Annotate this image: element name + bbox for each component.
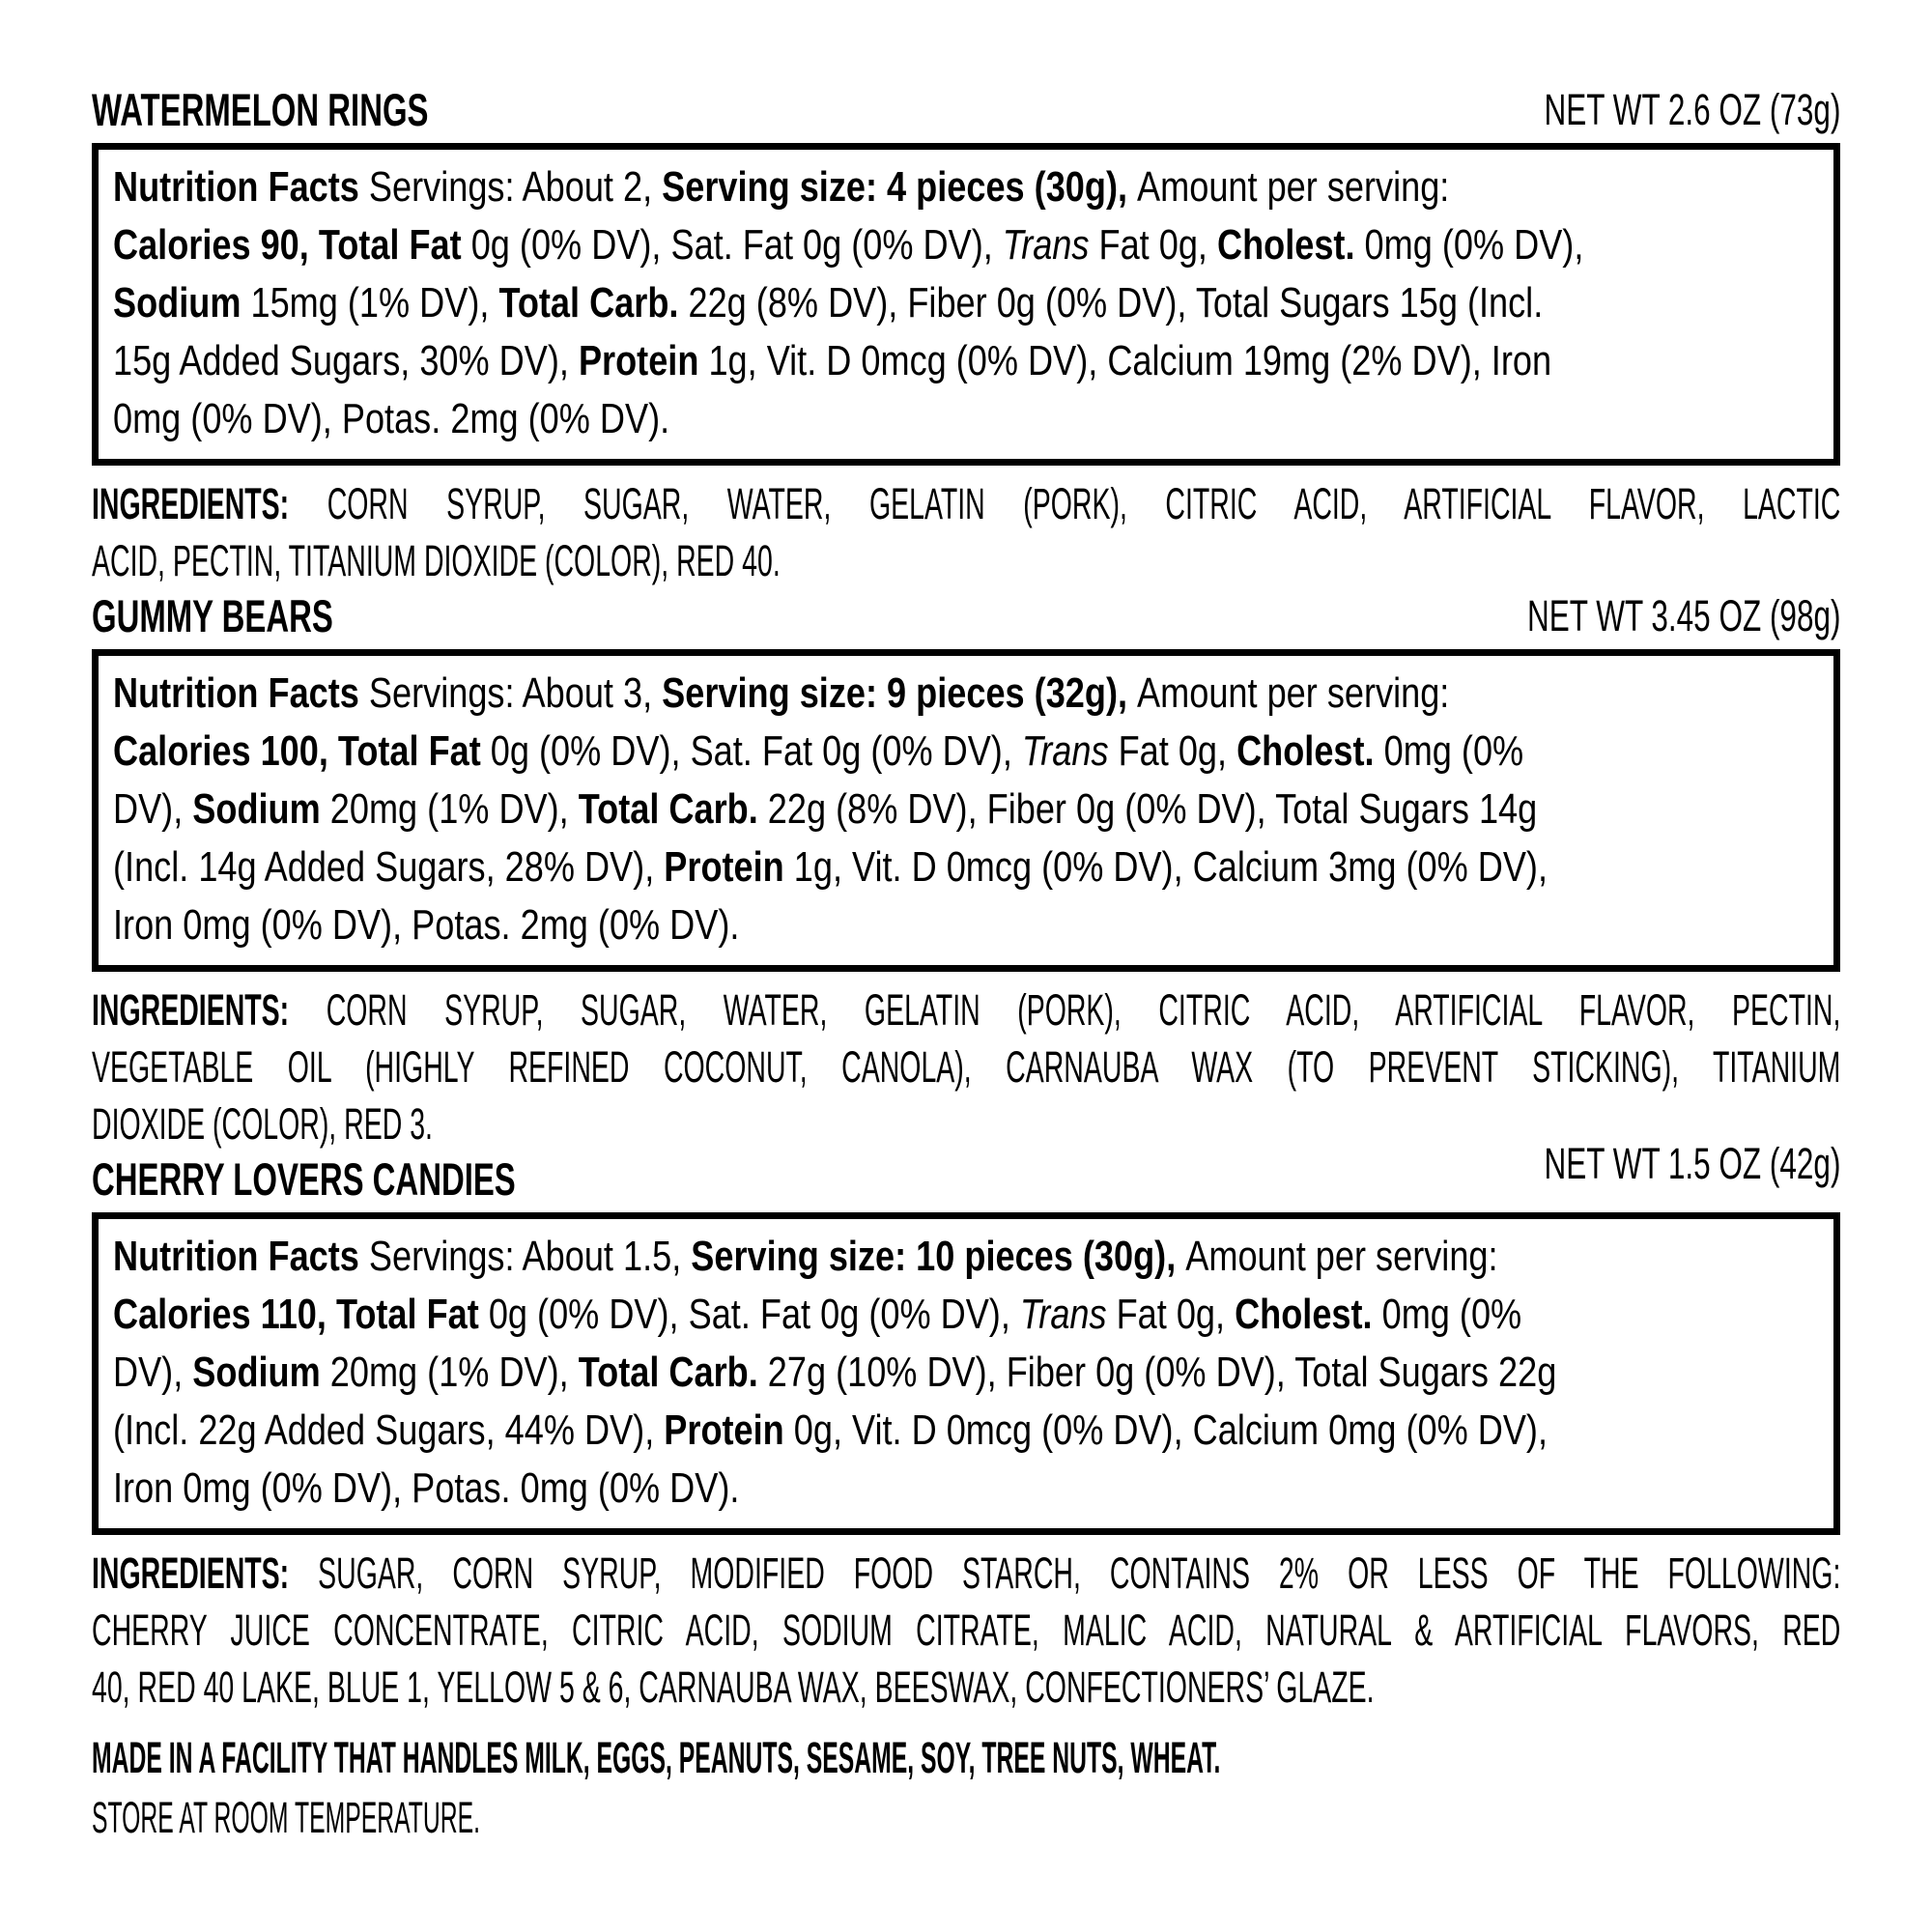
italic-segment: Trans (1021, 727, 1119, 775)
storage-note: STORE AT ROOM TEMPERATURE. (92, 1793, 481, 1842)
bold-segment: Sodium (192, 1349, 330, 1396)
text-line (113, 896, 1818, 954)
net-weight: NET WT 2.6 OZ (73g) (1544, 85, 1840, 134)
text-segment: DV), (113, 785, 193, 833)
ingredients-text (92, 475, 1840, 589)
text-segment: (Incl. 22g Added Sugars, 44% DV), (113, 1406, 665, 1454)
product-title: WATERMELON RINGS (92, 84, 429, 135)
text-line (113, 332, 1818, 390)
text-segment: Iron 0mg (0% DV), Potas. 2mg (0% DV). (113, 901, 740, 949)
text-segment: 0mg (0% DV), (1364, 221, 1584, 269)
product-section-gummy-bears (92, 591, 1840, 1152)
text-segment: Iron 0mg (0% DV), Potas. 0mg (0% DV). (113, 1464, 740, 1512)
text-segment: 0g (0% DV), Sat. Fat 0g (0% DV), (488, 1291, 1020, 1338)
text-segment: 0g (0% DV), Sat. Fat 0g (0% DV), (470, 221, 1003, 269)
bold-segment: Serving size: 9 pieces (32g), (662, 669, 1138, 717)
bold-segment: Calories 90, Total Fat (113, 221, 471, 269)
product-title: GUMMY BEARS (92, 590, 333, 641)
text-segment: Servings: About 2, (368, 163, 663, 211)
bold-segment: Cholest. (1236, 727, 1384, 775)
italic-segment: Trans (1019, 1291, 1117, 1338)
net-weight: NET WT 3.45 OZ (98g) (1526, 591, 1840, 640)
bold-segment: Protein (664, 1406, 794, 1454)
text-segment: Fat 0g, (1098, 221, 1217, 269)
ingredients-text (92, 981, 1840, 1152)
text-segment: Amount per serving: (1137, 163, 1450, 211)
text-segment: Amount per serving: (1185, 1233, 1498, 1280)
text-line (113, 665, 1818, 723)
facility-allergen-note: MADE IN A FACILITY THAT HANDLES MILK, EGGS, PEANUTS, SESAME, SOY, TREE NUTS, WHEAT. (92, 1733, 1221, 1782)
text-segment: 40, RED 40 LAKE, BLUE 1, YELLOW 5 & 6, CARNAUBA WAX, BEESWAX, CONFECTIONERS’ GLAZE. (92, 1662, 1375, 1712)
text-line (113, 274, 1818, 332)
text-segment: Servings: About 3, (368, 669, 663, 717)
bold-segment: INGREDIENTS: (92, 1548, 319, 1598)
nutrition-facts-box (92, 1212, 1840, 1535)
text-line (113, 1286, 1818, 1344)
text-segment: 1g, Vit. D 0mcg (0% DV), Calcium 19mg (2% DV), Iron (708, 337, 1552, 384)
bold-segment: Total Carb. (498, 279, 689, 327)
section-header (92, 1139, 1840, 1205)
text-segment: VEGETABLE OIL (HIGHLY REFINED COCONUT, CANOLA), CARNAUBA WAX (TO PREVENT STICKING), TITANIUM (92, 1042, 1841, 1092)
product-title: CHERRY LOVERS CANDIES (92, 1153, 516, 1205)
nutrition-facts-text (113, 1228, 1818, 1518)
text-line (113, 723, 1818, 781)
text-segment: 0mg (0% (1381, 1291, 1522, 1338)
italic-segment: Trans (1002, 221, 1099, 269)
bold-segment: INGREDIENTS: (92, 479, 327, 528)
nutrition-facts-box (92, 649, 1840, 972)
text-line (113, 1460, 1818, 1518)
text-segment: 0g (0% DV), Sat. Fat 0g (0% DV), (490, 727, 1022, 775)
bold-segment: Total Carb. (578, 1349, 768, 1396)
nutrition-facts-text (113, 665, 1818, 954)
text-line (113, 838, 1818, 896)
text-segment: 15g Added Sugars, 30% DV), (113, 337, 579, 384)
text-line (92, 1659, 1840, 1716)
text-line (113, 158, 1818, 216)
text-segment: CHERRY JUICE CONCENTRATE, CITRIC ACID, SODIUM CITRATE, MALIC ACID, NATURAL & ARTIFICIAL FLAVORS, RED (92, 1605, 1841, 1655)
text-segment: Fat 0g, (1116, 1291, 1236, 1338)
text-segment: DV), (113, 1349, 193, 1396)
bold-segment: Serving size: 4 pieces (30g), (662, 163, 1138, 211)
text-segment: 27g (10% DV), Fiber 0g (0% DV), Total Sugars 22g (767, 1349, 1557, 1396)
text-segment: (Incl. 14g Added Sugars, 28% DV), (113, 843, 665, 891)
bold-segment: Cholest. (1216, 221, 1365, 269)
text-segment: Servings: About 1.5, (368, 1233, 692, 1280)
bold-segment: Nutrition Facts (113, 669, 369, 717)
product-section-watermelon-rings (92, 85, 1840, 589)
text-line (113, 781, 1818, 838)
text-line (113, 390, 1818, 448)
nutrition-facts-box (92, 143, 1840, 466)
section-header (92, 591, 1840, 641)
text-segment: ACID, PECTIN, TITANIUM DIOXIDE (COLOR), RED 40. (92, 536, 781, 585)
product-section-cherry-lovers-candies (92, 1139, 1841, 1716)
bold-segment: Sodium (192, 785, 330, 833)
bold-segment: Protein (578, 337, 709, 384)
bold-segment: Cholest. (1235, 1291, 1382, 1338)
nutrition-facts-text (113, 158, 1818, 448)
bold-segment: Sodium (113, 279, 251, 327)
bold-segment: Nutrition Facts (113, 1233, 369, 1280)
text-segment: 0g, Vit. D 0mcg (0% DV), Calcium 0mg (0% DV), (793, 1406, 1548, 1454)
text-segment: 22g (8% DV), Fiber 0g (0% DV), Total Sugars 15g (Incl. (688, 279, 1544, 327)
bold-segment: Protein (664, 843, 794, 891)
text-line (113, 216, 1818, 274)
text-line (92, 1602, 1840, 1659)
text-segment: SUGAR, CORN SYRUP, MODIFIED FOOD STARCH, CONTAINS 2% OR LESS OF THE FOLLOWING: (318, 1548, 1841, 1598)
bold-segment: INGREDIENTS: (92, 985, 327, 1035)
text-segment: Fat 0g, (1118, 727, 1237, 775)
text-segment: Amount per serving: (1137, 669, 1450, 717)
text-segment: 20mg (1% DV), (329, 1349, 579, 1396)
bold-segment: Total Carb. (578, 785, 768, 833)
text-segment: 20mg (1% DV), (329, 785, 579, 833)
text-segment: 1g, Vit. D 0mcg (0% DV), Calcium 3mg (0% DV), (793, 843, 1548, 891)
bold-segment: Calories 100, Total Fat (113, 727, 491, 775)
text-line (92, 1038, 1840, 1095)
text-line (113, 1228, 1818, 1286)
text-segment: 0mg (0% (1383, 727, 1524, 775)
bold-segment: Calories 110, Total Fat (113, 1291, 489, 1338)
net-weight: NET WT 1.5 OZ (42g) (1544, 1139, 1840, 1188)
text-segment: CORN SYRUP, SUGAR, WATER, GELATIN (PORK), CITRIC ACID, ARTIFICIAL FLAVOR, PECTIN, (326, 985, 1841, 1035)
ingredients-text (92, 1545, 1840, 1716)
bold-segment: Nutrition Facts (113, 163, 369, 211)
text-segment: 0mg (0% DV), Potas. 2mg (0% DV). (113, 395, 670, 442)
text-line (113, 1402, 1818, 1460)
text-segment: DIOXIDE (COLOR), RED 3. (92, 1099, 433, 1149)
text-segment: CORN SYRUP, SUGAR, WATER, GELATIN (PORK), CITRIC ACID, ARTIFICIAL FLAVOR, LACTIC (327, 479, 1841, 528)
text-line (113, 1344, 1818, 1402)
text-line (92, 981, 1840, 1038)
text-segment: 22g (8% DV), Fiber 0g (0% DV), Total Sugars 14g (767, 785, 1538, 833)
text-line (92, 1545, 1840, 1602)
text-line (92, 475, 1840, 532)
text-line (92, 532, 1840, 589)
bold-segment: Serving size: 10 pieces (30g), (691, 1233, 1186, 1280)
section-header (92, 85, 1840, 135)
text-segment: 15mg (1% DV), (250, 279, 499, 327)
